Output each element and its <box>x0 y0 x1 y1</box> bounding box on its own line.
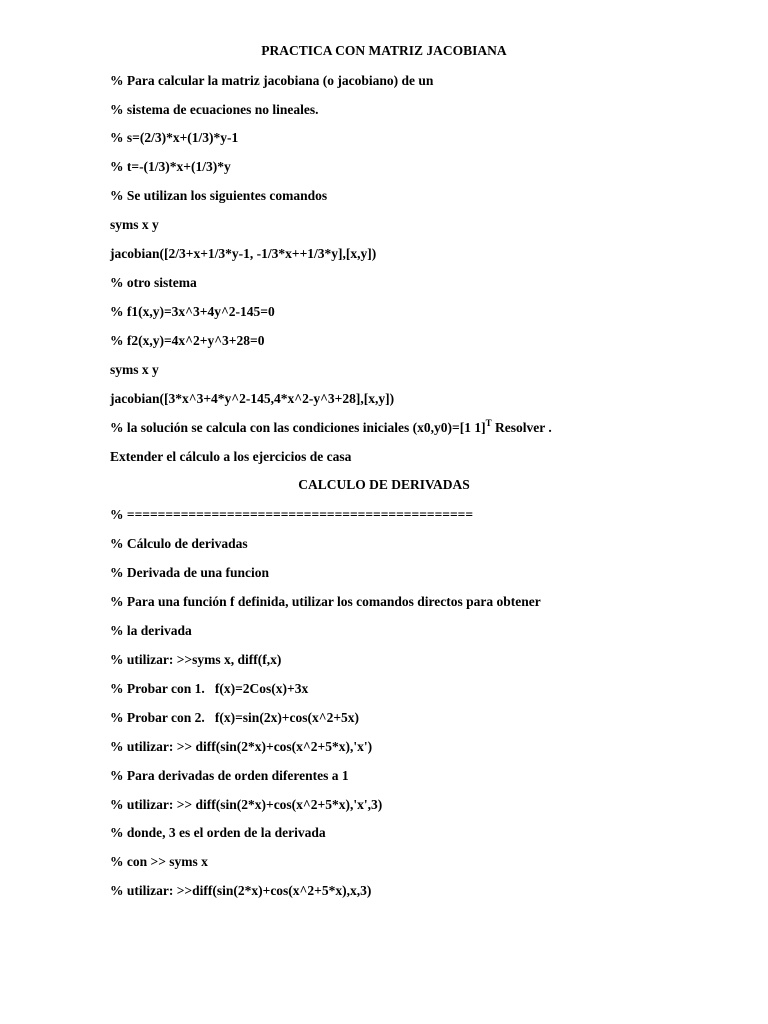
text-line: % utilizar: >>syms x, diff(f,x) <box>110 652 282 667</box>
section-title-jacobiana: PRACTICA CON MATRIZ JACOBIANA <box>261 43 507 58</box>
code-line: syms x y <box>110 362 159 377</box>
text-line: % utilizar: >> diff(sin(2*x)+cos(x^2+5*x),'x') <box>110 739 373 754</box>
text-line: % t=-(1/3)*x+(1/3)*y <box>110 159 231 174</box>
text-line: % utilizar: >>diff(sin(2*x)+cos(x^2+5*x),x,3) <box>110 883 372 898</box>
transpose-superscript: T <box>485 418 492 428</box>
text-line: % Se utilizan los siguientes comandos <box>110 188 328 203</box>
text-line: % Derivada de una funcion <box>110 565 270 580</box>
text-line: % s=(2/3)*x+(1/3)*y-1 <box>110 130 239 145</box>
text-line: % f2(x,y)=4x^2+y^3+28=0 <box>110 333 265 348</box>
text-line: % f1(x,y)=3x^3+4y^2-145=0 <box>110 304 275 319</box>
code-line: syms x y <box>110 217 159 232</box>
section-title-derivadas: CALCULO DE DERIVADAS <box>298 477 470 492</box>
code-line: jacobian([2/3+x+1/3*y-1, -1/3*x++1/3*y],[x,y]) <box>110 246 377 261</box>
separator-line: % ============================================= <box>110 507 474 522</box>
solution-text: % la solución se calcula con las condiciones iniciales (x0,y0)=[1 1] <box>110 420 486 435</box>
text-line: Extender el cálculo a los ejercicios de casa <box>110 449 352 464</box>
text-line: % otro sistema <box>110 275 197 290</box>
solution-line <box>110 420 552 436</box>
text-line: % donde, 3 es el orden de la derivada <box>110 825 326 840</box>
text-line: % Para calcular la matriz jacobiana (o jacobiano) de un <box>110 73 434 88</box>
text-line: % Para una función f definida, utilizar los comandos directos para obtener <box>110 594 541 609</box>
text-line: % con >> syms x <box>110 854 208 869</box>
text-line: % sistema de ecuaciones no lineales. <box>110 102 319 117</box>
text-line: % Probar con 2. f(x)=sin(2x)+cos(x^2+5x) <box>110 710 360 725</box>
text-line: % Cálculo de derivadas <box>110 536 248 551</box>
text-line: % utilizar: >> diff(sin(2*x)+cos(x^2+5*x),'x',3) <box>110 797 383 812</box>
text-line: % Para derivadas de orden diferentes a 1 <box>110 768 349 783</box>
text-line: % la derivada <box>110 623 192 638</box>
text-line: % Probar con 1. f(x)=2Cos(x)+3x <box>110 681 309 696</box>
code-line: jacobian([3*x^3+4*y^2-145,4*x^2-y^3+28],[x,y]) <box>110 391 395 406</box>
solution-suffix: Resolver . <box>491 420 552 435</box>
